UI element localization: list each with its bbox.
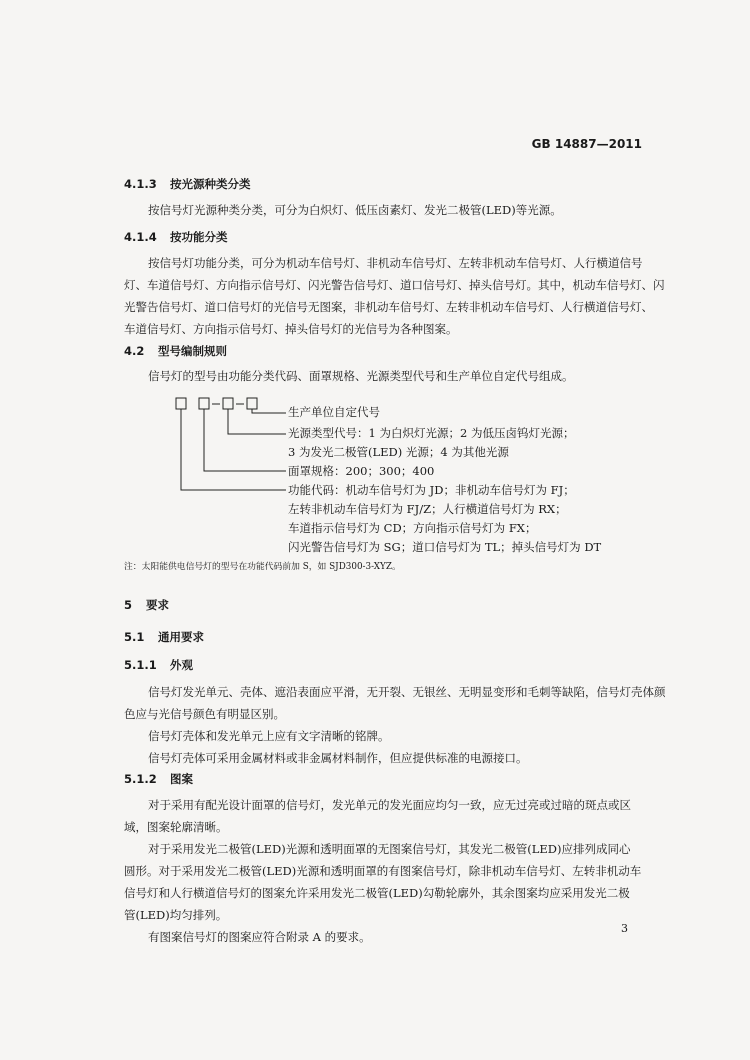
section-5-1-1-body [124,681,666,769]
section-title: 要求 [146,598,169,612]
section-5-1-2-body [124,794,640,948]
section-number: 5.1.1 [124,658,157,672]
label-function-code-cont: 左转非机动车信号灯为 FJ/Z；人行横道信号灯为 RX； [288,502,567,516]
section-title: 图案 [170,772,193,786]
section-number: 5.1.2 [124,772,157,786]
label-light-source-code-cont: 3 为发光二极管(LED) 光源；4 为其他光源 [288,445,509,459]
paragraph-line: 信号灯壳体和发光单元上应有文字清晰的铭牌。 [148,729,390,743]
section-title: 通用要求 [158,630,204,644]
code-box-light-source [223,398,233,409]
section-number: 5.1 [124,630,145,644]
paragraph-line: 光警告信号灯、道口信号灯的光信号无图案，非机动车信号灯、左转非机动车信号灯、人行横道信号灯、 [124,300,653,314]
paragraph-line: 按信号灯光源种类分类，可分为白炽灯、低压卤素灯、发光二极管(LED)等光源。 [148,203,562,217]
section-number: 5 [124,598,133,612]
section-title: 型号编制规则 [158,344,227,358]
label-function-code: 功能代码：机动车信号灯为 JD；非机动车信号灯为 FJ； [288,483,575,497]
label-manufacturer-code: 生产单位自定代号 [288,405,380,419]
section-5-1-2-heading [124,771,193,787]
paragraph-line: 灯、车道信号灯、方向指示信号灯、闪光警告信号灯、道口信号灯、掉头信号灯。其中，机动车信号灯、闪 [124,278,665,292]
section-title: 外观 [170,658,193,672]
label-mask-spec: 面罩规格：200；300；400 [288,464,435,478]
section-title: 按功能分类 [170,230,228,244]
paragraph-line: 按信号灯功能分类，可分为机动车信号灯、非机动车信号灯、左转非机动车信号灯、人行横道信号 [148,256,643,270]
paragraph-line: 圆形。对于采用发光二极管(LED)光源和透明面罩的有图案信号灯，除非机动车信号灯、左转非机动车 [124,864,642,878]
label-function-code-cont: 车道指示信号灯为 CD；方向指示信号灯为 FX； [288,521,537,535]
paragraph-line: 色应与光信号颜色有明显区别。 [124,707,285,721]
paragraph-line: 域，图案轮廓清晰。 [124,820,228,834]
section-5-1-1-heading [124,657,193,673]
paragraph-line: 信号灯壳体可采用金属材料或非金属材料制作，但应提供标准的电源接口。 [148,751,528,765]
paragraph-line: 信号灯和人行横道信号灯的图案允许采用发光二极管(LED)勾勒轮廓外，其余图案均应采用发光二极 [124,886,630,900]
paragraph-line: 信号灯发光单元、壳体、遮沿表面应平滑，无开裂、无银丝、无明显变形和毛刺等缺陷，信号灯壳体颜 [148,685,666,699]
label-function-code-cont: 闪光警告信号灯为 SG；道口信号灯为 TL；掉头信号灯为 DT [288,540,602,554]
leader-function [181,409,286,490]
section-number: 4.2 [124,344,145,358]
section-5-1-heading [124,629,204,645]
section-number: 4.1.4 [124,230,157,244]
paragraph-line: 管(LED)均匀排列。 [124,908,228,922]
note: 注：太阳能供电信号灯的型号在功能代码前加 S，如 SJD300-3-XYZ。 [124,562,401,572]
standard-number: GB 14887—2011 [531,137,642,151]
paragraph-line: 信号灯的型号由功能分类代码、面罩规格、光源类型代号和生产单位自定代号组成。 [148,369,574,383]
page-number: 3 [621,922,628,935]
paragraph-line: 对于采用有配光设计面罩的信号灯，发光单元的发光面应均匀一致，应无过亮或过暗的斑点或区 [148,798,631,812]
leader-mask [204,409,286,471]
section-title: 按光源种类分类 [170,177,251,191]
leader-manufacturer [252,409,286,413]
code-box-function [176,398,186,409]
code-box-mask [199,398,209,409]
paragraph-line: 车道信号灯、方向指示信号灯、掉头信号灯的光信号为各种图案。 [124,322,458,336]
paragraph-line: 有图案信号灯的图案应符合附录 A 的要求。 [148,930,371,944]
paragraph-line: 对于采用发光二极管(LED)光源和透明面罩的无图案信号灯，其发光二极管(LED)应排列成同心 [148,842,631,856]
label-light-source-code: 光源类型代号：1 为白炽灯光源；2 为低压卤钨灯光源； [288,426,575,440]
code-box-manufacturer [247,398,257,409]
section-5-heading [124,597,169,613]
section-number: 4.1.3 [124,177,157,191]
